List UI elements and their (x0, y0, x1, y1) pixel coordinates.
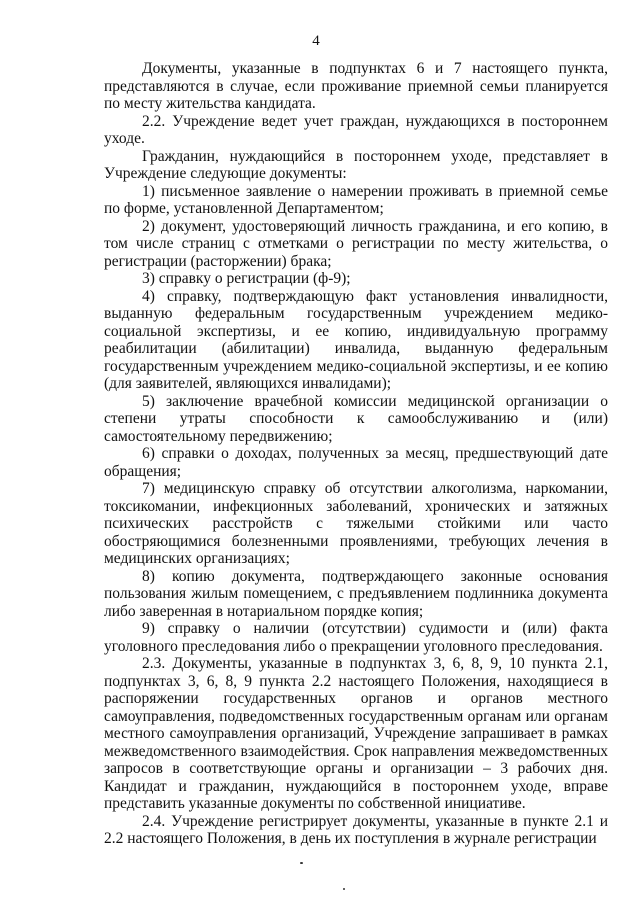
paragraph-2-4: 2.4. Учреждение регистрирует документы, указанные в пункте 2.1 и 2.2 настоящего Положения, в день их поступления в журнале регистрации (104, 812, 608, 847)
document-body (104, 60, 608, 848)
list-item-2: 2) документ, удостоверяющий личность гражданина, и его копию, в том числе страниц с отметками о регистрации по месту жительства, о регистрации (расторжении) брака; (104, 217, 608, 270)
list-item-4: 4) справку, подтверждающую факт установления инвалидности, выданную федеральным государственным учреждением медико-социальной экспертизы, и ее копию, индивидуальную программу реабилитации (абилитации) инвалида, выданную федеральным государственным учреждением медико-социальной экспертизы, и ее копию (для заявителей, являющихся инвалидами); (104, 287, 608, 392)
scan-dot (343, 888, 345, 890)
list-item-3: 3) справку о регистрации (ф-9); (142, 270, 351, 287)
paragraph-2-3: 2.3. Документы, указанные в подпунктах 3, 6, 8, 9, 10 пункта 2.1, подпунктах 3, 6, 8, 9 пункта 2.2 настоящего Положения, находящиеся в распоряжении государственных органов и органов местного самоуправления, подведомственных государственным органам или органам местного самоуправления организаций, Учреждение запрашивает в рамках межведомственного взаимодействия. Срок направления межведомственных запросов в соответствующие органы и организации – 3 рабочих дня. Кандидат и гражданин, нуждающийся в постороннем уходе, вправе представить указанные документы по собственной инициативе. (104, 655, 608, 812)
paragraph-docs-6-7: Документы, указанные в подпунктах 6 и 7 настоящего пункта, представляются в случае, если проживание приемной семьи планируется по месту жительства кандидата. (104, 60, 608, 112)
list-item-1: 1) письменное заявление о намерении проживать в приемной семье по форме, установленной Департаментом; (104, 182, 608, 217)
scan-dot (300, 862, 303, 864)
list-item-8: 8) копию документа, подтверждающего законные основания пользования жилым помещением, с предъявлением подлинника документа либо заверенная в нотариальном порядке копия; (104, 567, 608, 620)
list-item-6: 6) справки о доходах, полученных за месяц, предшествующий дате обращения; (104, 445, 608, 480)
list-item-5: 5) заключение врачебной комиссии медицинской организации о степени утраты способности к самообслуживанию и (или) самостоятельному передвижению; (104, 392, 608, 445)
paragraph-2-2: 2.2. Учреждение ведет учет граждан, нуждающихся в постороннем уходе. (104, 112, 608, 147)
paragraph-citizen-intro: Гражданин, нуждающийся в постороннем уходе, представляет в Учреждение следующие документы: (104, 147, 608, 182)
list-item-9: 9) справку о наличии (отсутствии) судимости и (или) факта уголовного преследования либо о прекращении уголовного преследования. (104, 620, 608, 655)
page-number: 4 (312, 33, 320, 49)
list-item-7: 7) медицинскую справку об отсутствии алкоголизма, наркомании, токсикомании, инфекционных заболеваний, хронических и затяжных психических расстройств с тяжелыми стойкими или часто обостряющимися болезненными проявлениями, требующих лечения в медицинских организациях; (104, 480, 608, 567)
